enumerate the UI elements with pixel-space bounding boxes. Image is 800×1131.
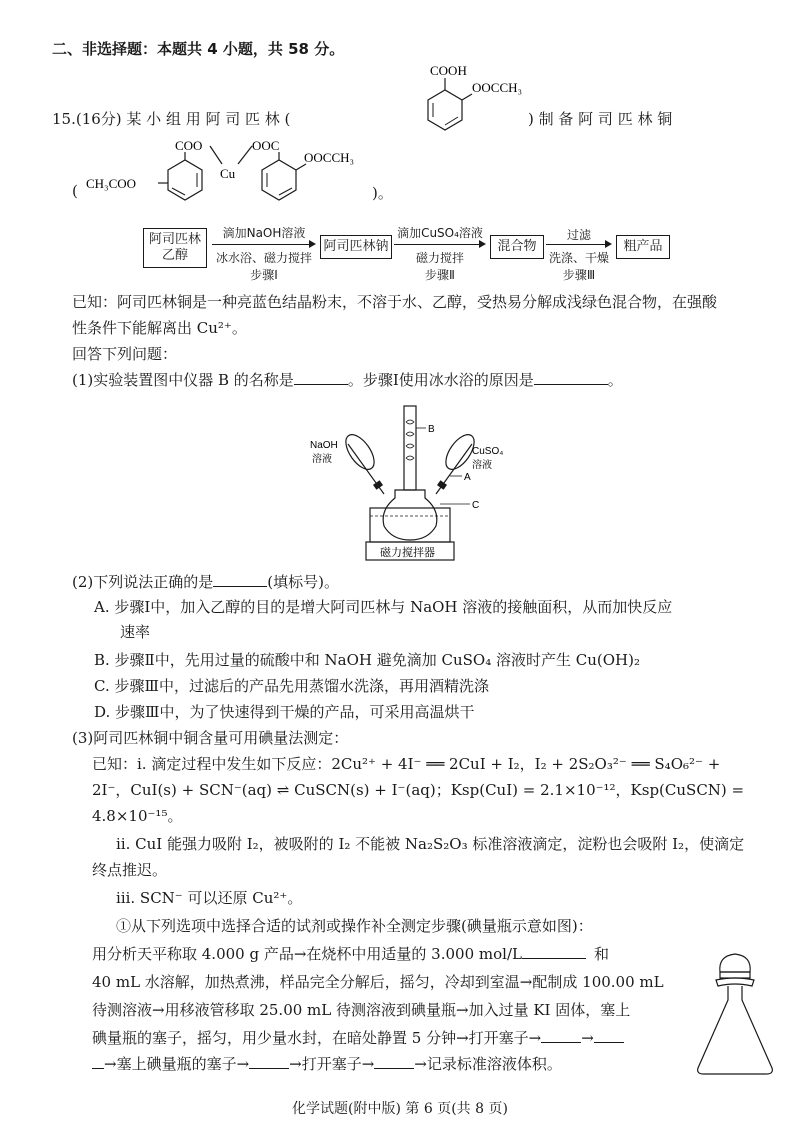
flow-box-aspirin-ethanol: 阿司匹林 乙醇 bbox=[143, 228, 207, 268]
part3-known-ii-line2: 终点推迟。 bbox=[92, 861, 168, 879]
part1-blank-reason[interactable] bbox=[534, 370, 608, 385]
q15-intro-line2-b: )。 bbox=[372, 184, 393, 202]
part1-blank-b[interactable] bbox=[294, 370, 348, 385]
flow-arrow1 bbox=[212, 244, 314, 245]
option-b: B. 步骤Ⅱ中，先用过量的硫酸中和 NaOH 避免滴加 CuSO₄ 溶液时产生 Cu(OH)₂ bbox=[94, 651, 641, 669]
aspirin-structure bbox=[400, 60, 525, 140]
part1-text-b: 。步骤Ⅰ使用冰水浴的原因是 bbox=[347, 371, 534, 389]
steps-line5-c: →记录标准溶液体积。 bbox=[414, 1055, 562, 1073]
option-a-line2: 速率 bbox=[120, 623, 151, 641]
flow-arrow2-bottom: 磁力搅拌 bbox=[415, 251, 464, 265]
part3-known-ii-line1: ⅱ. CuI 能强力吸附 I₂，被吸附的 I₂ 不能被 Na₂S₂O₃ 标准溶液滴定，淀粉也会吸附 I₂，使滴定 bbox=[116, 835, 745, 853]
steps-line5-b: →打开塞子→ bbox=[289, 1055, 375, 1073]
steps-blank-3[interactable] bbox=[249, 1054, 289, 1069]
section-heading: 二、非选择题：本题共 4 小题，共 58 分。 bbox=[52, 40, 345, 58]
page-footer: 化学试题(附中版) 第 6 页(共 8 页) bbox=[292, 1101, 508, 1117]
steps-line1 bbox=[92, 944, 609, 964]
steps-blank-reagent[interactable] bbox=[522, 944, 586, 959]
apparatus-naoh-solution: 溶液 bbox=[312, 454, 332, 465]
copper-ester-left: CH₃COO bbox=[86, 176, 137, 191]
flow-arrow3-top: 过滤 bbox=[566, 228, 591, 242]
flow-arrow2 bbox=[394, 244, 484, 245]
flow-box-mixture: 混合物 bbox=[490, 235, 544, 259]
apparatus-cuso4-solution: 溶液 bbox=[472, 460, 492, 471]
steps-blank-1[interactable] bbox=[541, 1028, 581, 1043]
iodine-flask-diagram bbox=[690, 950, 780, 1080]
steps-line1-b: 和 bbox=[593, 945, 609, 963]
flow-arrow1-bottom: 冰水浴、磁力搅拌 bbox=[215, 251, 312, 265]
copper-cu: Cu bbox=[220, 166, 236, 181]
q15-intro-line1-a: 15.(16分) 某 小 组 用 阿 司 匹 林 ( bbox=[52, 110, 291, 128]
aspirin-cooh: COOH bbox=[430, 63, 467, 78]
copper-ester-right: OOCCH₃ bbox=[304, 150, 355, 165]
steps-blank-2b[interactable] bbox=[92, 1054, 104, 1069]
flow-box-crude-product: 粗产品 bbox=[616, 235, 670, 259]
apparatus-label-c: C bbox=[472, 500, 480, 511]
apparatus-stirrer: 磁力搅拌器 bbox=[380, 547, 435, 559]
apparatus-label-a: A bbox=[464, 472, 471, 483]
flow-step1: 步骤Ⅰ bbox=[250, 268, 278, 282]
aspirin-ester: OOCCH₃ bbox=[472, 80, 523, 95]
option-c: C. 步骤Ⅲ中，过滤后的产品先用蒸馏水洗涤，再用酒精洗涤 bbox=[94, 677, 489, 695]
steps-line2: 40 mL 水溶解，加热煮沸，样品完全分解后，摇匀，冷却到室温→配制成 100.00 mL bbox=[92, 973, 664, 991]
steps-line4-b: → bbox=[581, 1029, 594, 1047]
part1-text-c: 。 bbox=[607, 371, 623, 389]
part2-text-b: (填标号)。 bbox=[267, 573, 339, 591]
known-line2: 性条件下能解离出 Cu²⁺。 bbox=[72, 319, 247, 337]
part3-known-i-line2: 2I⁻，CuI(s) + SCN⁻(aq) ⇌ CuSCN(s) + I⁻(aq)；Ksp(CuI) = 2.1×10⁻¹²，Ksp(CuSCN) = bbox=[92, 781, 745, 799]
known-line1: 已知：阿司匹林铜是一种亮蓝色结晶粉末，不溶于水、乙醇，受热易分解成浅绿色混合物，在强酸 bbox=[72, 293, 718, 311]
q15-intro-line2-a: ( bbox=[72, 182, 78, 200]
part2-text-a: (2)下列说法正确的是 bbox=[72, 573, 214, 591]
copper-coo-left: COO bbox=[175, 138, 203, 153]
part3-title: (3)阿司匹林铜中铜含量可用碘量法测定： bbox=[72, 729, 349, 747]
part2-blank[interactable] bbox=[213, 572, 267, 587]
steps-line4 bbox=[92, 1028, 624, 1048]
apparatus-diagram bbox=[300, 398, 510, 568]
part3-known-i-line3: 4.8×10⁻¹⁵。 bbox=[92, 807, 183, 825]
part1 bbox=[72, 370, 623, 390]
flow-arrow3 bbox=[546, 244, 610, 245]
apparatus-label-b: B bbox=[428, 424, 435, 435]
flow-step3: 步骤Ⅲ bbox=[562, 268, 596, 282]
part3-known-iii: ⅲ. SCN⁻ 可以还原 Cu²⁺。 bbox=[116, 889, 303, 907]
steps-line5-a: →塞上碘量瓶的塞子→ bbox=[104, 1055, 250, 1073]
flow-arrow3-bottom: 洗涤、干燥 bbox=[548, 251, 609, 265]
part3-known-i-line1: 已知：ⅰ. 滴定过程中发生如下反应：2Cu²⁺ + 4I⁻ ══ 2CuI + I₂，I₂ + 2S₂O₃²⁻ ══ S₄O₆²⁻ + bbox=[92, 755, 721, 773]
flow-arrow1-top: 滴加NaOH溶液 bbox=[222, 226, 306, 240]
steps-line5 bbox=[92, 1054, 562, 1074]
part1-text-a: (1)实验装置图中仪器 B 的名称是 bbox=[72, 371, 294, 389]
steps-line3: 待测溶液→用移液管移取 25.00 mL 待测溶液到碘量瓶→加入过量 KI 固体，塞上 bbox=[92, 1001, 631, 1019]
option-a-line1: A. 步骤Ⅰ中，加入乙醇的目的是增大阿司匹林与 NaOH 溶液的接触面积，从而加快反应 bbox=[94, 598, 673, 616]
apparatus-cuso4: CuSO₄ bbox=[472, 446, 504, 457]
copper-ooc-right: OOC bbox=[252, 138, 280, 153]
flow-box-aspirin-sodium: 阿司匹林钠 bbox=[320, 235, 392, 259]
steps-blank-2a[interactable] bbox=[594, 1028, 624, 1043]
apparatus-naoh: NaOH bbox=[310, 440, 338, 451]
flow-arrow2-top: 滴加CuSO₄溶液 bbox=[397, 226, 483, 240]
answer-prompt: 回答下列问题： bbox=[72, 345, 178, 363]
q15-intro-line1-b: ) 制 备 阿 司 匹 林 铜 bbox=[528, 110, 673, 128]
steps-line4-a: 碘量瓶的塞子，摇匀，用少量水封，在暗处静置 5 分钟→打开塞子→ bbox=[92, 1029, 542, 1047]
part3-question1: ①从下列选项中选择合适的试剂或操作补全测定步骤(碘量瓶示意如图)： bbox=[116, 917, 593, 935]
part2 bbox=[72, 572, 339, 592]
steps-line1-a: 用分析天平称取 4.000 g 产品→在烧杯中用适量的 3.000 mol/L bbox=[92, 945, 522, 963]
flow-step2: 步骤Ⅱ bbox=[425, 268, 455, 282]
option-d: D. 步骤Ⅲ中，为了快速得到干燥的产品，可采用高温烘干 bbox=[94, 703, 475, 721]
aspirin-copper-structure bbox=[80, 138, 375, 218]
steps-blank-4[interactable] bbox=[374, 1054, 414, 1069]
